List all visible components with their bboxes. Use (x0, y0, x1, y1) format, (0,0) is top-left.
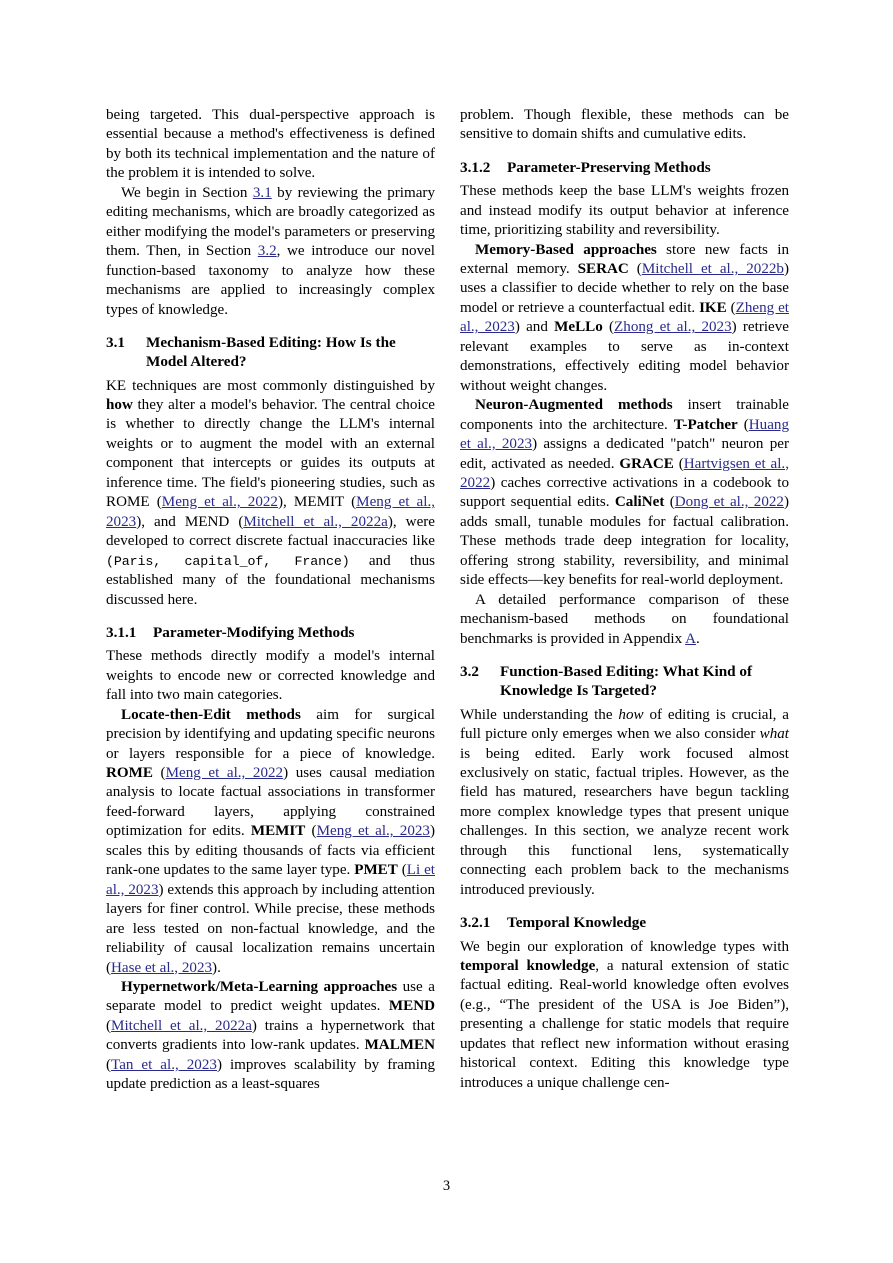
method-pmet: PMET (354, 862, 398, 879)
paragraph-detailed-comparison (460, 591, 789, 649)
text-segment: ) trains a hypernetwork that converts gradients into low-rank updates. (106, 1017, 436, 1054)
section-number: 3.1 (106, 333, 125, 351)
paragraph-while-understanding (460, 706, 789, 901)
heading-section-3-1 (106, 333, 435, 372)
heading-subsection-3-1-1 (106, 623, 435, 642)
text-segment: ) uses causal mediation analysis to locate factual associations in transformer feed-forward layers, applying constrained optimization for edits. (106, 765, 435, 840)
two-column-body (106, 106, 789, 1166)
term-memory-based: Memory-Based approaches (475, 241, 657, 258)
page-number: 3 (442, 1178, 451, 1194)
text-segment: We begin in Section (121, 184, 253, 201)
term-neuron-augmented: Neuron-Augmented methods (475, 397, 673, 414)
text-segment: ) assigns a dedicated "patch" neuron per edit, activated as needed. (460, 436, 789, 472)
citation-zhong-2023[interactable]: Zhong et al., 2023 (614, 319, 732, 336)
method-mello: MeLLo (554, 319, 603, 336)
spacer (106, 610, 435, 623)
text-segment: ) uses a classifier to decide whether to rely on the base model or retrieve a counterfactual edit. (460, 261, 790, 316)
text-segment: , a natural extension of static factual editing. Real-world knowledge often evolves (e.g., “The president of the USA is Joe Biden”), presenting a challenge for static models that require updates that reflect new information without erasing historical context. Editing this knowledge type introduces a unique challenge cen- (460, 957, 789, 1091)
text-segment: and thus established many of the foundational mechanisms discussed here. (106, 552, 435, 608)
heading-subsection-3-1-2 (460, 158, 789, 177)
citation-zheng-2023[interactable]: Zheng et al., 2023 (460, 299, 789, 336)
method-calinet: CaliNet (614, 494, 665, 511)
text-segment: ) caches corrective activations in a codebook to support sequential edits. (460, 475, 789, 511)
spacer (106, 320, 435, 333)
heading-subsection-3-2-1 (460, 913, 789, 932)
paragraph-continuation (460, 106, 789, 145)
text-segment: ( (628, 261, 642, 278)
subsection-number: 3.1.1 (106, 624, 137, 642)
text-segment: store new facts in external memory. (460, 241, 789, 278)
text-segment: ) and (514, 319, 555, 336)
citation-mitchell-2022a[interactable]: Mitchell et al., 2022a (111, 1017, 252, 1034)
paragraph-text: problem. Though flexible, these methods can be sensitive to domain shifts and cumulative edits. (460, 107, 789, 143)
text-segment: ) improves scalability by framing update prediction as a least-squares (106, 1056, 435, 1093)
text-segment: , we introduce our novel function-based taxonomy to analyze how these mechanisms are applied to increasingly complex types of knowledge. (106, 243, 436, 318)
section-link-3-2[interactable]: 3.2 (257, 243, 277, 260)
paragraph-text: These methods keep the base LLM's weights frozen and instead modify its output behavior at inference time, prioritizing stability and reversibility. (460, 183, 789, 239)
citation-meng-2023[interactable]: Meng et al., 2023 (316, 823, 430, 840)
text-segment: ( (737, 416, 749, 433)
emphasis-how: how (106, 397, 133, 414)
citation-meng-2023[interactable]: Meng et al., 2023 (106, 494, 435, 530)
text-segment: ( (152, 765, 166, 782)
text-segment: ( (305, 823, 317, 840)
spacer (460, 145, 789, 158)
text-segment: ( (602, 319, 615, 336)
term-temporal-knowledge: temporal knowledge (460, 957, 596, 974)
spacer (460, 649, 789, 662)
text-segment: ( (397, 862, 407, 879)
text-segment: ), MEMIT ( (277, 494, 357, 511)
text-segment: ) adds small, tunable modules for factual calibration. These methods trade deep integration for locality, offering strong stability, reversibility, and minimal side effects—key benefits for real-world deployment. (460, 494, 789, 589)
paragraph-continuation (106, 106, 435, 184)
text-segment: ( (106, 1056, 112, 1073)
subsection-title: Parameter-Preserving Methods (507, 158, 711, 176)
text-segment: ) extends this approach by including attention layers for finer control. While precise, these methods are less tested on non-factual knowledge, and the reliability of causal localization remains uncertain ( (106, 881, 435, 976)
text-segment: aim for surgical precision by identifying and updating specific neurons or layers responsible for a piece of knowledge. (106, 706, 435, 762)
paragraph-text: being targeted. This dual-perspective approach is essential because a method's effectiveness is defined by both its technical implementation and the nature of the problem it is intended to solve. (106, 107, 435, 182)
term-locate-then-edit: Locate-then-Edit methods (121, 706, 301, 723)
text-segment: use a separate model to predict weight updates. (106, 979, 435, 1015)
right-column (460, 106, 789, 1166)
paragraph-hypernetwork (106, 978, 435, 1095)
subsection-number: 3.1.2 (460, 158, 491, 176)
text-segment: . (696, 630, 700, 647)
term-hypernetwork-meta-learning: Hypernetwork/Meta-Learning approaches (121, 979, 398, 996)
emphasis-what: what (759, 726, 789, 743)
text-segment: by reviewing the primary editing mechanisms, which are broadly categorized as either modifying the model's parameters or preserving them. Then, in Section (106, 184, 435, 260)
paragraph-neuron-augmented (460, 396, 789, 591)
spacer (460, 900, 789, 913)
emphasis-how: how (618, 706, 644, 723)
citation-li-2023[interactable]: Li et al., 2023 (106, 862, 435, 898)
text-segment: ( (673, 455, 684, 472)
section-link-3-1[interactable]: 3.1 (252, 184, 272, 201)
heading-section-3-2 (460, 662, 789, 701)
text-segment: A detailed performance comparison of these mechanism-based methods on foundational benchmarks is provided in Appendix (460, 591, 789, 647)
method-grace: GRACE (619, 455, 674, 472)
citation-mitchell-2022a[interactable]: Mitchell et al., 2022a (243, 513, 388, 530)
citation-tan-2023[interactable]: Tan et al., 2023 (111, 1056, 217, 1073)
method-ike: IKE (699, 299, 727, 316)
text-segment: ( (106, 1017, 112, 1034)
subsection-title: Temporal Knowledge (507, 914, 647, 932)
text-segment: We begin our exploration of knowledge types with (460, 938, 789, 955)
section-title: Mechanism-Based Editing: How Is the Model Altered? (146, 333, 396, 371)
citation-meng-2022[interactable]: Meng et al., 2022 (161, 494, 278, 511)
paragraph-these-methods (106, 647, 435, 705)
text-segment: ), were developed to correct discrete factual inaccuracies like (106, 513, 435, 550)
subsection-number: 3.2.1 (460, 914, 491, 932)
citation-huang-2023[interactable]: Huang et al., 2023 (460, 416, 789, 453)
text-segment: ( (664, 494, 675, 511)
text-segment: ). (212, 959, 221, 976)
text-segment: of editing is crucial, a full picture only emerges when we also consider (460, 706, 789, 743)
paragraph-ke-techniques (106, 377, 435, 610)
paragraph-these-methods-keep (460, 182, 789, 240)
citation-dong-2022[interactable]: Dong et al., 2022 (674, 494, 784, 511)
method-t-patcher: T-Patcher (673, 416, 738, 433)
citation-mitchell-2022b[interactable]: Mitchell et al., 2022b (641, 261, 784, 278)
text-segment: ), and MEND ( (136, 513, 244, 530)
section-title: Function-Based Editing: What Kind of Knowledge Is Targeted? (500, 663, 753, 700)
section-number: 3.2 (460, 663, 479, 681)
text-segment: insert trainable components into the architecture. (460, 397, 789, 433)
citation-hase-2023[interactable]: Hase et al., 2023 (111, 959, 213, 976)
inline-code-triple: (Paris, capital_of, France) (106, 553, 350, 569)
method-serac: SERAC (577, 261, 629, 278)
appendix-link-a[interactable]: A (685, 630, 697, 647)
paragraph-temporal-knowledge (460, 938, 789, 1094)
method-malmen: MALMEN (364, 1037, 435, 1054)
paragraph-locate-then-edit (106, 706, 435, 978)
citation-hartvigsen-2022[interactable]: Hartvigsen et al., 2022 (460, 455, 789, 491)
text-segment: they alter a model's behavior. The central choice is whether to directly change the LLM's internal weights or to augment the model with an external component that intercepts or guides its outputs at inference time. The field's pioneering studies, such as ROME ( (106, 397, 435, 511)
text-segment: ) scales this by editing thousands of facts via efficient rank-one updates to the same layer type. (106, 823, 435, 879)
citation-meng-2022[interactable]: Meng et al., 2022 (165, 765, 284, 782)
paragraph-we-begin (106, 184, 435, 320)
text-segment: is being edited. Early work focused almost exclusively on static, factual triples. However, as the field has matured, researchers have begun tackling more complex knowledge types that present unique challenges. In this section, we analyze recent work through this functional lens, systematically connecting each problem back to the mechanisms introduced previously. (460, 745, 789, 898)
paragraph-memory-based (460, 241, 789, 397)
text-segment: ) retrieve relevant examples to serve as in-context demonstrations, effectively editing model behavior without weight changes. (460, 319, 789, 394)
method-memit: MEMIT (250, 823, 306, 840)
paragraph-text: These methods directly modify a model's internal weights to encode new or corrected knowledge and fall into two main categories. (106, 648, 435, 704)
text-segment: While understanding the (460, 706, 619, 723)
subsection-title: Parameter-Modifying Methods (153, 624, 355, 642)
method-mend: MEND (388, 998, 435, 1015)
text-segment: KE techniques are most commonly distinguished by (106, 377, 435, 394)
method-rome: ROME (106, 765, 153, 782)
left-column (106, 106, 435, 1166)
text-segment: ( (726, 299, 736, 316)
